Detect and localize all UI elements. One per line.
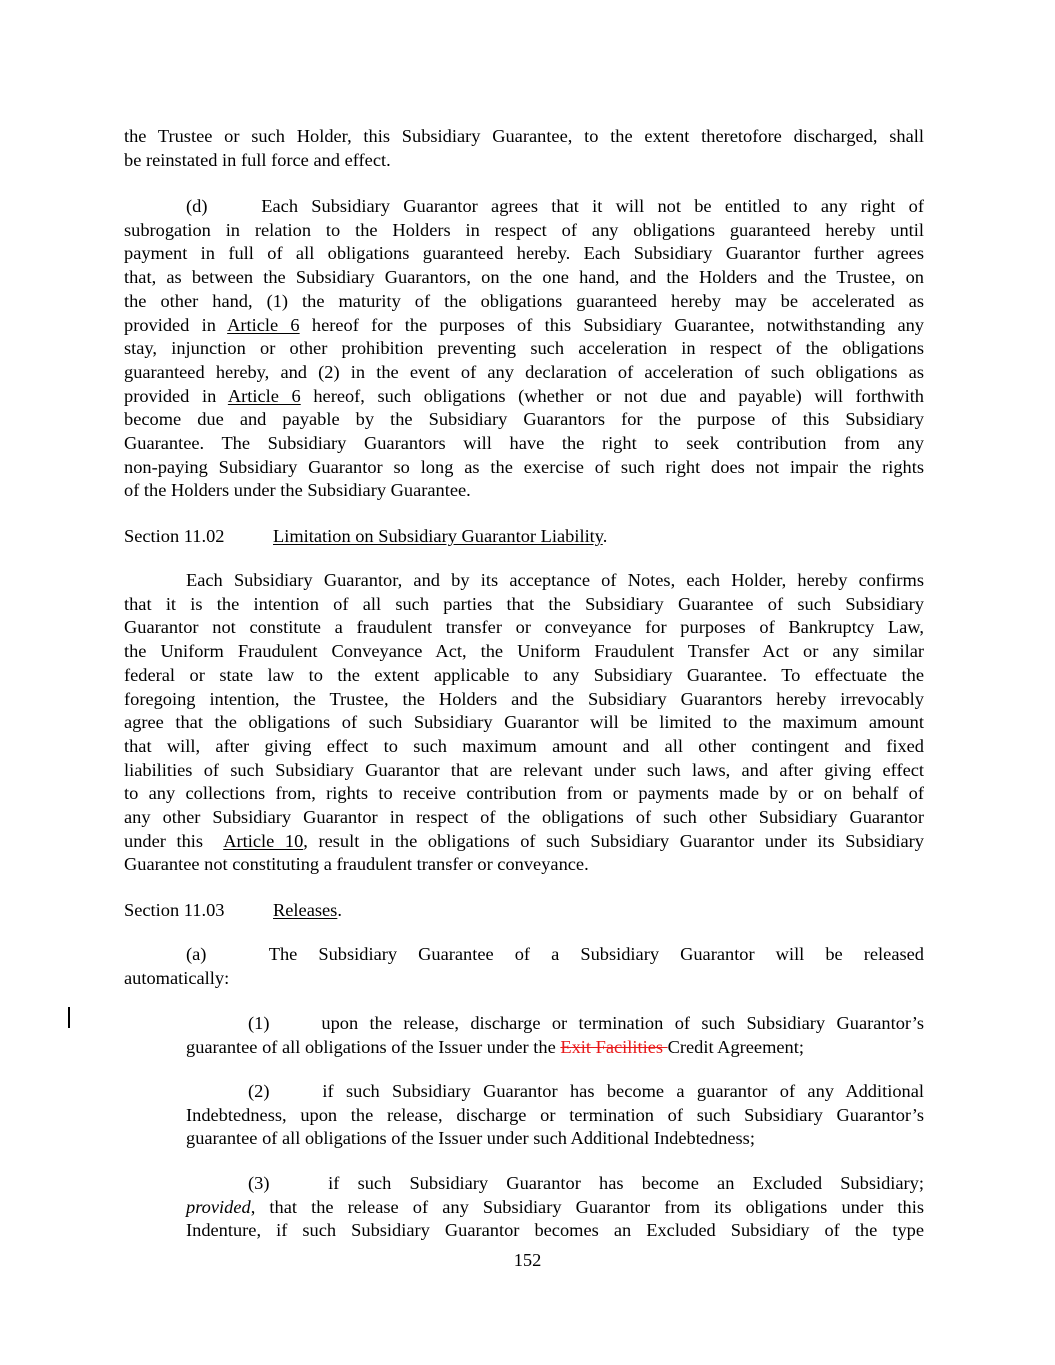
- paragraph-a: [124, 943, 924, 990]
- text-line: to any collections from, rights to receive contribution from or payments made by or on behalf of: [124, 783, 924, 804]
- text-line: of the Holders under the Subsidiary Guarantee.: [124, 480, 471, 501]
- text-line: provided, that the release of any Subsidiary Guarantor from its obligations under this: [186, 1196, 924, 1217]
- page-number: 152: [513, 1250, 542, 1270]
- section-number: Section 11.03: [124, 900, 225, 920]
- list-item-2: [186, 1080, 924, 1151]
- list-item-1: [186, 1012, 924, 1059]
- text-line: any other Subsidiary Guarantor in respect of the obligations of such other Subsidiary Guarantor: [124, 807, 924, 828]
- text-line: that it is the intention of all such parties that the Subsidiary Guarantee of such Subsidiary: [124, 593, 924, 614]
- article-6-reference: Article 6: [227, 314, 300, 335]
- text-line: the Trustee or such Holder, this Subsidiary Guarantee, to the extent theretofore discharged, shall: [124, 126, 924, 146]
- text-line: stay, injunction or other prohibition preventing such acceleration in respect of the obligations: [124, 338, 924, 359]
- text-line: guaranteed hereby, and (2) in the event of any declaration of acceleration of such obligations as: [124, 361, 924, 382]
- section-title: Limitation on Subsidiary Guarantor Liability: [273, 526, 603, 546]
- section-title: Releases: [273, 900, 338, 920]
- item-label: (1): [248, 1013, 270, 1033]
- text-line: be reinstated in full force and effect.: [124, 149, 391, 170]
- text-line: foregoing intention, the Trustee, the Holders and the Subsidiary Guarantors hereby irrevocably: [124, 688, 924, 709]
- paragraph-d: [124, 195, 924, 503]
- section-heading-11-02: Section 11.02 Limitation on Subsidiary Guarantor Liability.: [124, 525, 924, 549]
- text-line: (1) upon the release, discharge or termination of such Subsidiary Guarantor’s: [186, 1012, 924, 1036]
- text-line: payment in full of all obligations guaranteed hereby. Each Subsidiary Guarantor further agrees: [124, 243, 924, 264]
- text-line: non-paying Subsidiary Guarantor so long as the exercise of such right does not impair the rights: [124, 456, 924, 477]
- text-line: Indenture, if such Subsidiary Guarantor becomes an Excluded Subsidiary of the type: [186, 1220, 924, 1241]
- article-6-reference: Article 6: [227, 385, 301, 406]
- section-heading-11-03: Section 11.03 Releases.: [124, 899, 924, 923]
- text-line: (2) if such Subsidiary Guarantor has become a guarantor of any Additional: [186, 1080, 924, 1104]
- text-line: guarantee of all obligations of the Issuer under such Additional Indebtedness;: [186, 1128, 755, 1149]
- text-line: Guarantor not constitute a fraudulent transfer or conveyance for purposes of Bankruptcy Law,: [124, 617, 924, 638]
- text-line: that will, after giving effect to such maximum amount and all other contingent and fixed: [124, 735, 924, 756]
- text-line: Guarantee not constituting a fraudulent transfer or conveyance.: [124, 854, 589, 875]
- text-line: the Uniform Fraudulent Conveyance Act, the Uniform Fraudulent Transfer Act or any similar: [124, 641, 924, 662]
- text-line: provided in Article 6 hereof, such obligations (whether or not due and payable) will forthwith: [124, 385, 924, 406]
- text-line: that, as between the Subsidiary Guarantors, on the one hand, and the Holders and the Trustee, on: [124, 267, 924, 288]
- paragraph-11-02: [124, 569, 924, 877]
- section-number: Section 11.02: [124, 526, 225, 546]
- text-line: (d) Each Subsidiary Guarantor agrees that it will not be entitled to any right of: [124, 195, 924, 219]
- provided-term: provided: [186, 1196, 251, 1217]
- text-line: (3) if such Subsidiary Guarantor has become an Excluded Subsidiary;: [186, 1172, 924, 1196]
- article-10-reference: Article 10: [223, 830, 304, 851]
- text-line: automatically:: [124, 967, 230, 988]
- deleted-text: Exit Facilities: [560, 1036, 668, 1057]
- paragraph-label: (a): [186, 944, 207, 964]
- text-line: agree that the obligations of such Subsidiary Guarantor will be limited to the maximum amount: [124, 712, 924, 733]
- list-item-3: [186, 1172, 924, 1243]
- text-line: federal or state law to the extent applicable to any Subsidiary Guarantee. To effectuate the: [124, 664, 924, 685]
- text-line: (a) The Subsidiary Guarantee of a Subsidiary Guarantor will be released: [124, 943, 924, 967]
- text-line: liabilities of such Subsidiary Guarantor that are relevant under such laws, and after giving effect: [124, 759, 924, 780]
- text-line: Each Subsidiary Guarantor, and by its acceptance of Notes, each Holder, hereby confirms: [186, 570, 924, 590]
- change-bar: [68, 1007, 70, 1028]
- item-label: (3): [248, 1173, 270, 1193]
- text-line: become due and payable by the Subsidiary Guarantors for the purpose of this Subsidiary: [124, 409, 924, 430]
- paragraph-label: (d): [186, 196, 208, 216]
- item-label: (2): [248, 1081, 270, 1101]
- paragraph-c-continuation: [124, 125, 924, 172]
- text-line: the other hand, (1) the maturity of the obligations guaranteed hereby may be accelerated as: [124, 290, 924, 311]
- text-line: under this Article 10, result in the obligations of such Subsidiary Guarantor under its Subsidiary: [124, 830, 924, 851]
- text-line: subrogation in relation to the Holders in respect of any obligations guaranteed hereby until: [124, 219, 924, 240]
- text-line: Indebtedness, upon the release, discharge or termination of such Subsidiary Guarantor’s: [186, 1104, 924, 1125]
- text-line: Guarantee. The Subsidiary Guarantors will have the right to seek contribution from any: [124, 433, 924, 454]
- text-line: guarantee of all obligations of the Issuer under the Exit Facilities Credit Agreement;: [186, 1036, 804, 1057]
- text-line: provided in Article 6 hereof for the purposes of this Subsidiary Guarantee, notwithstanding any: [124, 314, 925, 335]
